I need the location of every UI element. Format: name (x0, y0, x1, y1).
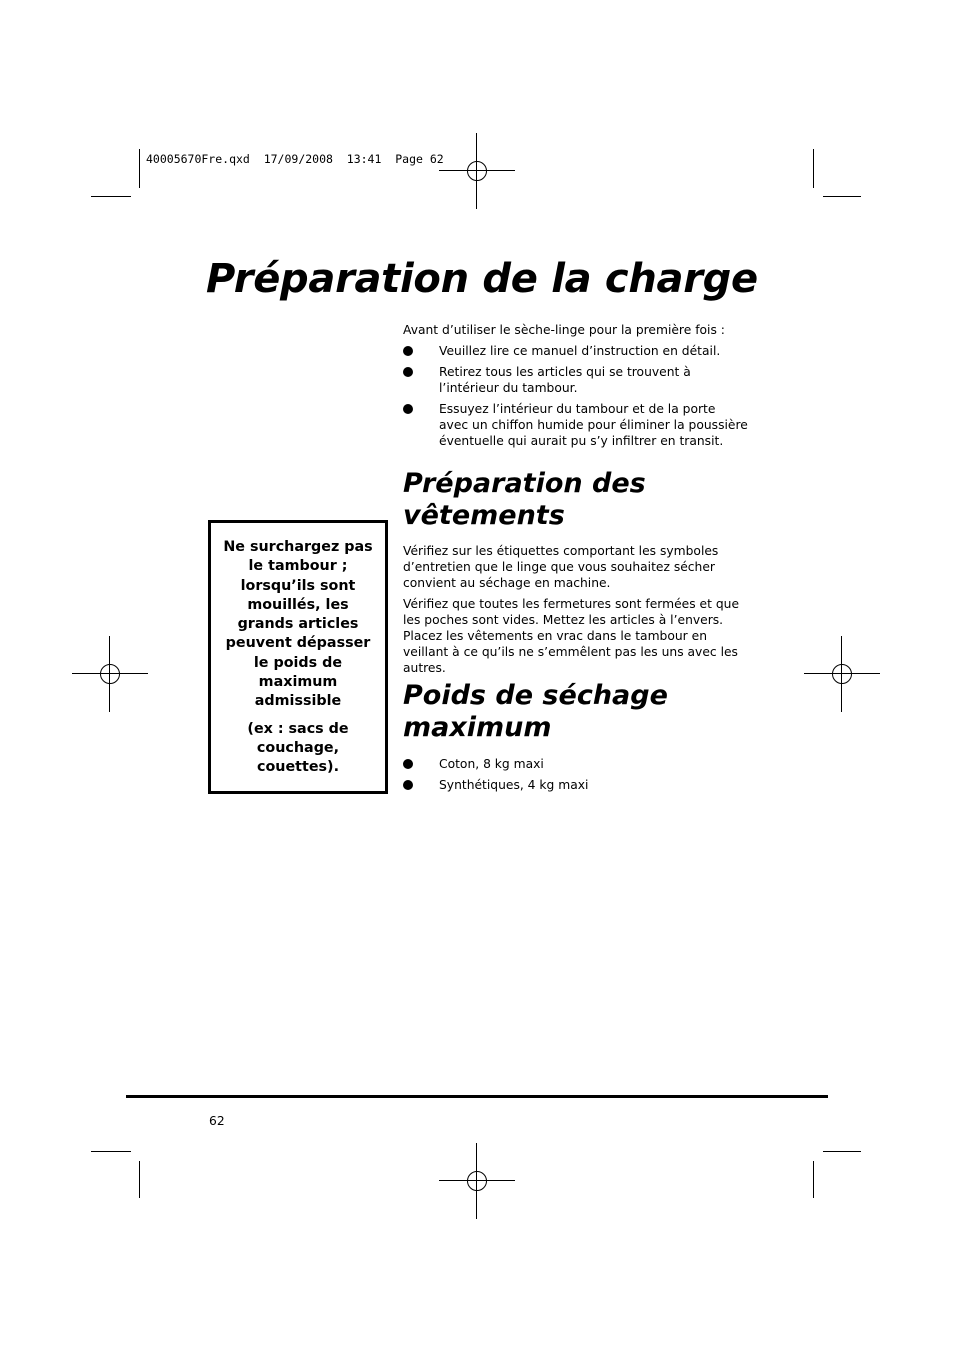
crop-mark (813, 1161, 814, 1198)
crop-mark (91, 196, 131, 197)
clothes-paragraph-1: Vérifiez sur les étiquettes comportant les symboles d’entretien que le linge que vous souhaitez sécher convient au séchage en machine. (403, 544, 719, 590)
list-item (403, 756, 748, 772)
clothes-section (403, 468, 748, 681)
list-item (403, 401, 748, 449)
section-heading (403, 468, 748, 532)
registration-mark (72, 636, 148, 712)
bullet-icon (403, 367, 413, 377)
crop-mark (823, 196, 861, 197)
crop-mark (813, 149, 814, 188)
weight-section (403, 680, 748, 798)
list-item (403, 364, 748, 396)
heading-line: Poids de séchage (403, 680, 668, 711)
weight-bullet-list (403, 756, 748, 793)
crop-mark (91, 1151, 131, 1152)
list-item-text: Synthétiques, 4 kg maxi (439, 778, 589, 792)
list-item-text: Veuillez lire ce manuel d’instruction en détail. (439, 344, 721, 358)
section-heading (403, 680, 748, 744)
page-title: Préparation de la charge (206, 256, 758, 302)
crop-mark (823, 1151, 861, 1152)
print-slug: 40005670Fre.qxd 17/09/2008 13:41 Page 62 (146, 152, 444, 166)
intro-bullet-list (403, 343, 748, 449)
list-item-text: Coton, 8 kg maxi (439, 757, 544, 771)
heading-line: Préparation des (403, 468, 646, 499)
heading-line: maximum (403, 712, 552, 743)
crop-mark (139, 1161, 140, 1198)
clothes-paragraph-2: Vérifiez que toutes les fermetures sont fermées et que les poches sont vides. Mettez les articles à l’envers. Placez les vêtements en vrac dans le tambour en veillant à ce qu’ils ne s’emmêlent pas les uns avec les autres. (403, 597, 740, 675)
registration-mark (804, 636, 880, 712)
warning-example: (ex : sacs de couchage, couettes). (247, 720, 349, 776)
warning-box (208, 520, 388, 794)
bullet-icon (403, 404, 413, 414)
list-item (403, 343, 748, 359)
intro-section (403, 322, 748, 454)
list-item-text: Retirez tous les articles qui se trouvent à l’intérieur du tambour. (439, 365, 691, 395)
intro-lead: Avant d’utiliser le sèche-linge pour la première fois : (403, 323, 725, 337)
footer-rule (126, 1095, 828, 1098)
crop-mark (139, 149, 140, 188)
bullet-icon (403, 759, 413, 769)
bullet-icon (403, 780, 413, 790)
page-number: 62 (209, 1114, 225, 1128)
heading-line: vêtements (403, 500, 565, 531)
registration-mark (439, 1143, 515, 1219)
warning-text: Ne surchargez pas le tambour ; lorsqu’ils sont mouillés, les grands articles peuvent dépasser le poids de maximum admissible (223, 539, 373, 710)
bullet-icon (403, 346, 413, 356)
list-item (403, 777, 748, 793)
list-item-text: Essuyez l’intérieur du tambour et de la porte avec un chiffon humide pour éliminer la poussière éventuelle qui aurait pu s’y infiltrer en transit. (439, 402, 748, 448)
registration-mark (439, 133, 515, 209)
